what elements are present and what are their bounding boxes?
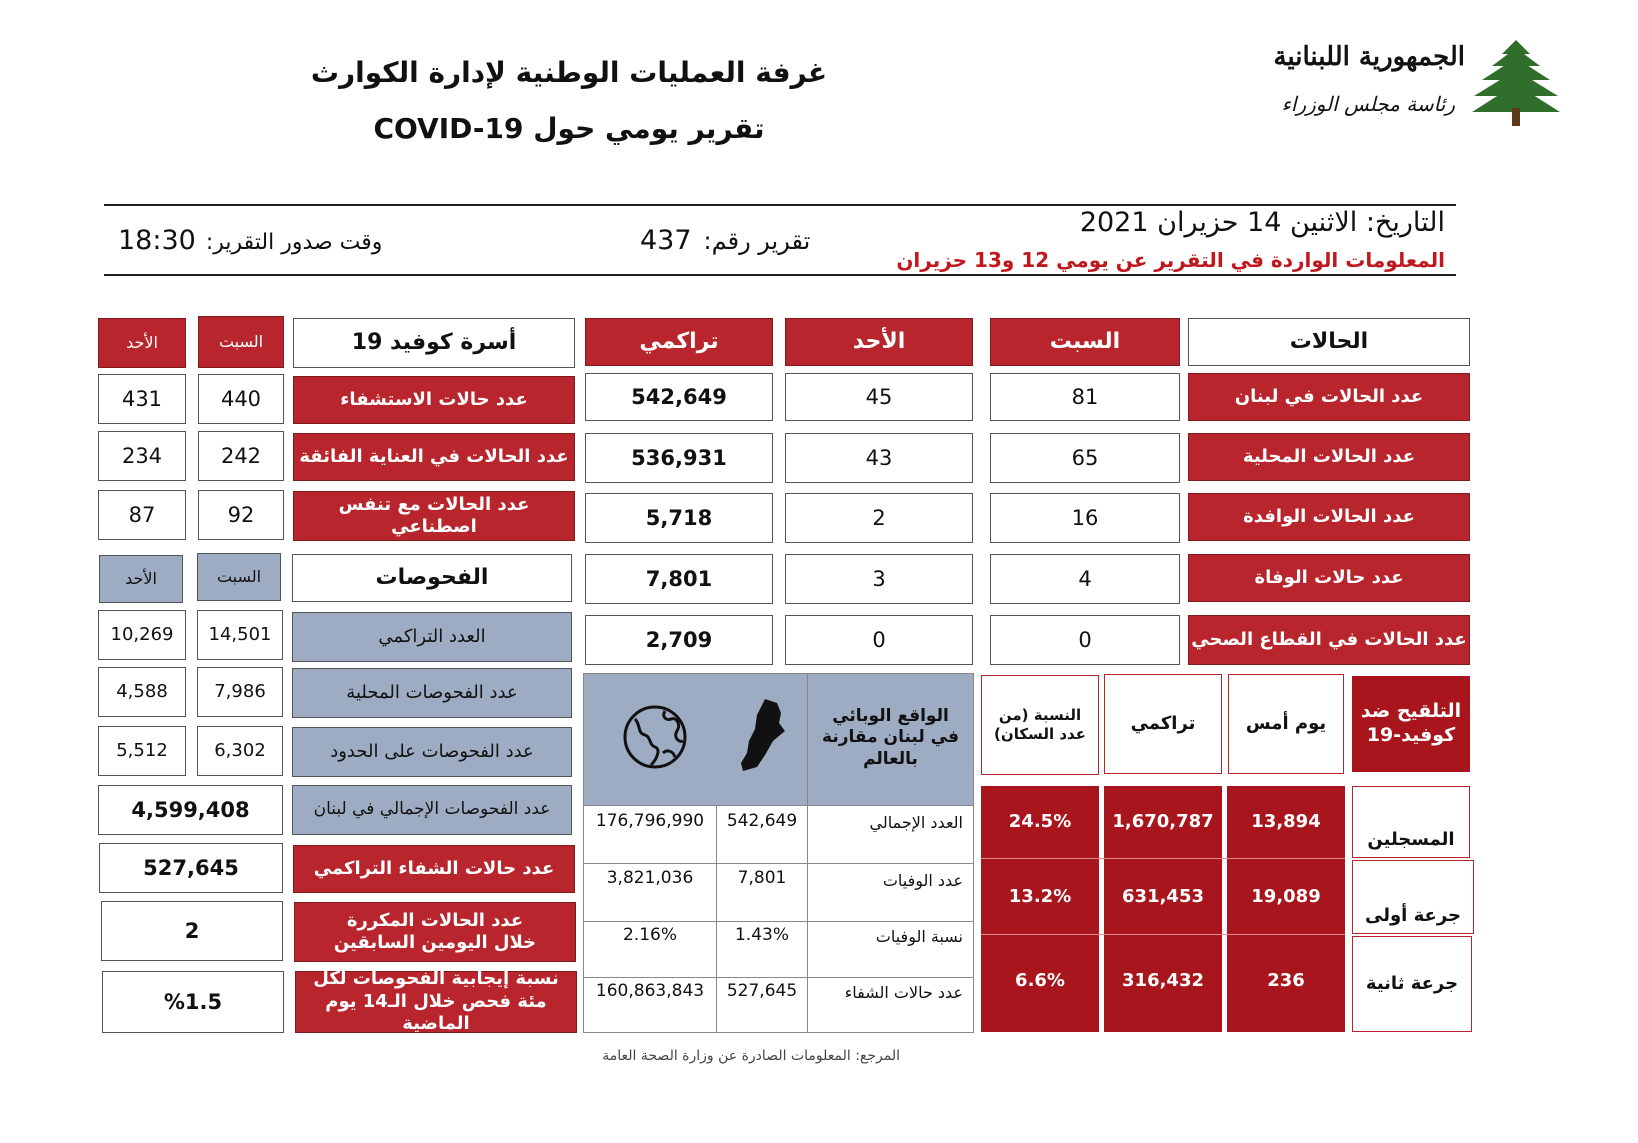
cases-row-cum: 2,709: [585, 615, 773, 665]
vaccine-row-cum: 1,670,787: [1112, 810, 1214, 832]
vaccine-row-line: [981, 934, 1345, 935]
cases-row-sat: 4: [990, 554, 1180, 604]
footer-source: المرجع: المعلومات الصادرة عن وزارة الصحة العامة: [602, 1048, 900, 1064]
vaccine-row-pct: 6.6%: [1015, 970, 1065, 991]
vaccine-header-cum: تراكمي: [1104, 674, 1222, 774]
tests-row-sat: 14,501: [197, 610, 283, 660]
beds-header-sat: السبت: [198, 316, 284, 368]
world-row-world: 176,796,990: [595, 811, 705, 831]
beds-row-sat: 242: [198, 431, 284, 481]
cases-header-label: الحالات: [1188, 318, 1470, 366]
cases-row-label: عدد الحالات في القطاع الصحي: [1188, 615, 1470, 665]
world-border: [583, 673, 974, 1033]
beds-row-label: عدد حالات الاستشفاء: [293, 376, 575, 424]
cases-row-cum: 542,649: [585, 373, 773, 421]
cases-row-label: عدد الحالات المحلية: [1188, 433, 1470, 481]
info-top-rule: [104, 204, 1456, 206]
beds-header-sun: الأحد: [98, 318, 186, 368]
summary-value: 4,599,408: [98, 785, 283, 835]
report-time: [118, 225, 428, 256]
tests-row-label: العدد التراكمي: [292, 612, 572, 662]
vaccine-row-line: [981, 858, 1345, 859]
cases-row-sat: 81: [990, 373, 1180, 421]
cases-row-label: عدد الحالات في لبنان: [1188, 373, 1470, 421]
world-row-lebanon: 1.43%: [734, 925, 789, 945]
cases-row-sat: 16: [990, 493, 1180, 543]
tests-header-sun: الأحد: [99, 555, 183, 603]
beds-row-sun: 234: [98, 431, 186, 481]
info-bottom-rule: [104, 274, 1456, 276]
summary-value: %1.5: [102, 971, 284, 1033]
beds-row-sun: 87: [98, 490, 186, 540]
beds-row-label: عدد الحالات في العناية الفائقة: [293, 433, 575, 481]
vaccine-row-pct: 24.5%: [1008, 810, 1072, 832]
report-time-value: 18:30: [118, 225, 196, 256]
cases-row-cum: 5,718: [585, 493, 773, 543]
republic-logo: [1245, 36, 1595, 136]
world-row-lebanon: 542,649: [726, 811, 798, 831]
vaccine-row-label: المسجلين: [1352, 786, 1470, 858]
tests-row-sat: 6,302: [197, 726, 283, 776]
summary-value: 527,645: [99, 843, 283, 893]
vaccine-row-label: جرعة أولى: [1352, 860, 1474, 934]
tests-row-label: عدد الفحوصات المحلية: [292, 668, 572, 718]
world-row-lebanon: 7,801: [737, 868, 787, 888]
world-row-label: عدد الوفيات: [882, 871, 963, 890]
report-number: [640, 225, 840, 256]
report-note: المعلومات الواردة في التقرير عن يومي 12 و13 حزيران: [896, 248, 1445, 272]
world-table: [583, 673, 974, 1033]
cases-row-cum: 536,931: [585, 433, 773, 483]
world-row-lebanon: 527,645: [726, 981, 798, 1001]
world-row-label: نسبة الوفيات: [875, 927, 963, 946]
cases-header-cum: تراكمي: [585, 318, 773, 366]
tests-header-sat: السبت: [197, 553, 281, 601]
cases-row-sun: 3: [785, 554, 973, 604]
cedar-tree-icon: [1470, 36, 1562, 128]
cases-header-sun: الأحد: [785, 318, 973, 366]
cases-row-cum: 7,801: [585, 554, 773, 604]
tests-header-label: الفحوصات: [292, 554, 572, 602]
cases-header-sat: السبت: [990, 318, 1180, 366]
world-row-world: 2.16%: [622, 925, 677, 945]
report-number-value: 437: [640, 225, 692, 256]
cases-row-sun: 2: [785, 493, 973, 543]
tests-row-sun: 10,269: [98, 610, 186, 660]
beds-row-sat: 440: [198, 374, 284, 424]
tests-row-sun: 4,588: [98, 667, 186, 717]
world-row-world: 3,821,036: [606, 868, 694, 888]
beds-header-label: أسرة كوفيد 19: [293, 318, 575, 368]
beds-row-sat: 92: [198, 490, 284, 540]
vaccine-row-yesterday: 236: [1267, 970, 1305, 991]
beds-row-sun: 431: [98, 374, 186, 424]
report-number-label: تقرير رقم:: [703, 227, 811, 255]
vaccine-header-pct: النسبة (من عدد السكان): [981, 675, 1099, 775]
tests-row-sat: 7,986: [197, 667, 283, 717]
cases-row-label: عدد حالات الوفاة: [1188, 554, 1470, 602]
cases-row-sun: 45: [785, 373, 973, 421]
cases-row-sat: 0: [990, 615, 1180, 665]
tests-row-sun: 5,512: [98, 726, 186, 776]
summary-label: عدد حالات الشفاء التراكمي: [293, 845, 575, 893]
report-time-label: وقت صدور التقرير:: [205, 230, 383, 255]
cases-row-sun: 0: [785, 615, 973, 665]
summary-label: نسبة إيجابية الفحوصات لكل مئة فحص خلال الـ14 يوم الماضية: [295, 971, 577, 1033]
world-row-label: عدد حالات الشفاء: [844, 983, 963, 1002]
page-subtitle: تقرير يومي حول COVID-19: [373, 112, 765, 145]
summary-label: عدد الحالات المكررة خلال اليومين السابقين: [294, 902, 576, 962]
world-row-label: العدد الإجمالي: [869, 813, 963, 832]
vaccine-row-yesterday: 19,089: [1251, 885, 1321, 907]
cases-row-sat: 65: [990, 433, 1180, 483]
vaccine-row-cum: 316,432: [1122, 970, 1204, 991]
logo-text-line2: رئاسة مجلس الوزراء: [1281, 92, 1455, 116]
tests-row-label: عدد الفحوصات على الحدود: [292, 727, 572, 777]
vaccine-row-pct: 13.2%: [1008, 885, 1072, 907]
cases-row-sun: 43: [785, 433, 973, 483]
vaccine-row-yesterday: 13,894: [1251, 810, 1321, 832]
summary-value: 2: [101, 901, 283, 961]
vaccine-header-yesterday: يوم أمس: [1228, 674, 1344, 774]
vaccine-row-cum: 631,453: [1122, 885, 1204, 907]
world-row-world: 160,863,843: [595, 981, 705, 1001]
summary-label: عدد الفحوصات الإجمالي في لبنان: [292, 785, 572, 835]
vaccine-header-label: التلقيح ضد كوفيد-19: [1352, 676, 1470, 772]
page-title: غرفة العمليات الوطنية لإدارة الكوارث: [310, 56, 828, 89]
world-header-label: الواقع الوبائي في لبنان مقارنة بالعالم: [822, 706, 959, 769]
logo-text-line1: الجمهورية اللبنانية: [1273, 42, 1465, 72]
beds-row-label: عدد الحالات مع تنفس اصطناعي: [293, 491, 575, 541]
cases-row-label: عدد الحالات الوافدة: [1188, 493, 1470, 541]
report-date: التاريخ: الاثنين 14 حزيران 2021: [1079, 207, 1445, 238]
vaccine-row-label: جرعة ثانية: [1352, 936, 1472, 1032]
